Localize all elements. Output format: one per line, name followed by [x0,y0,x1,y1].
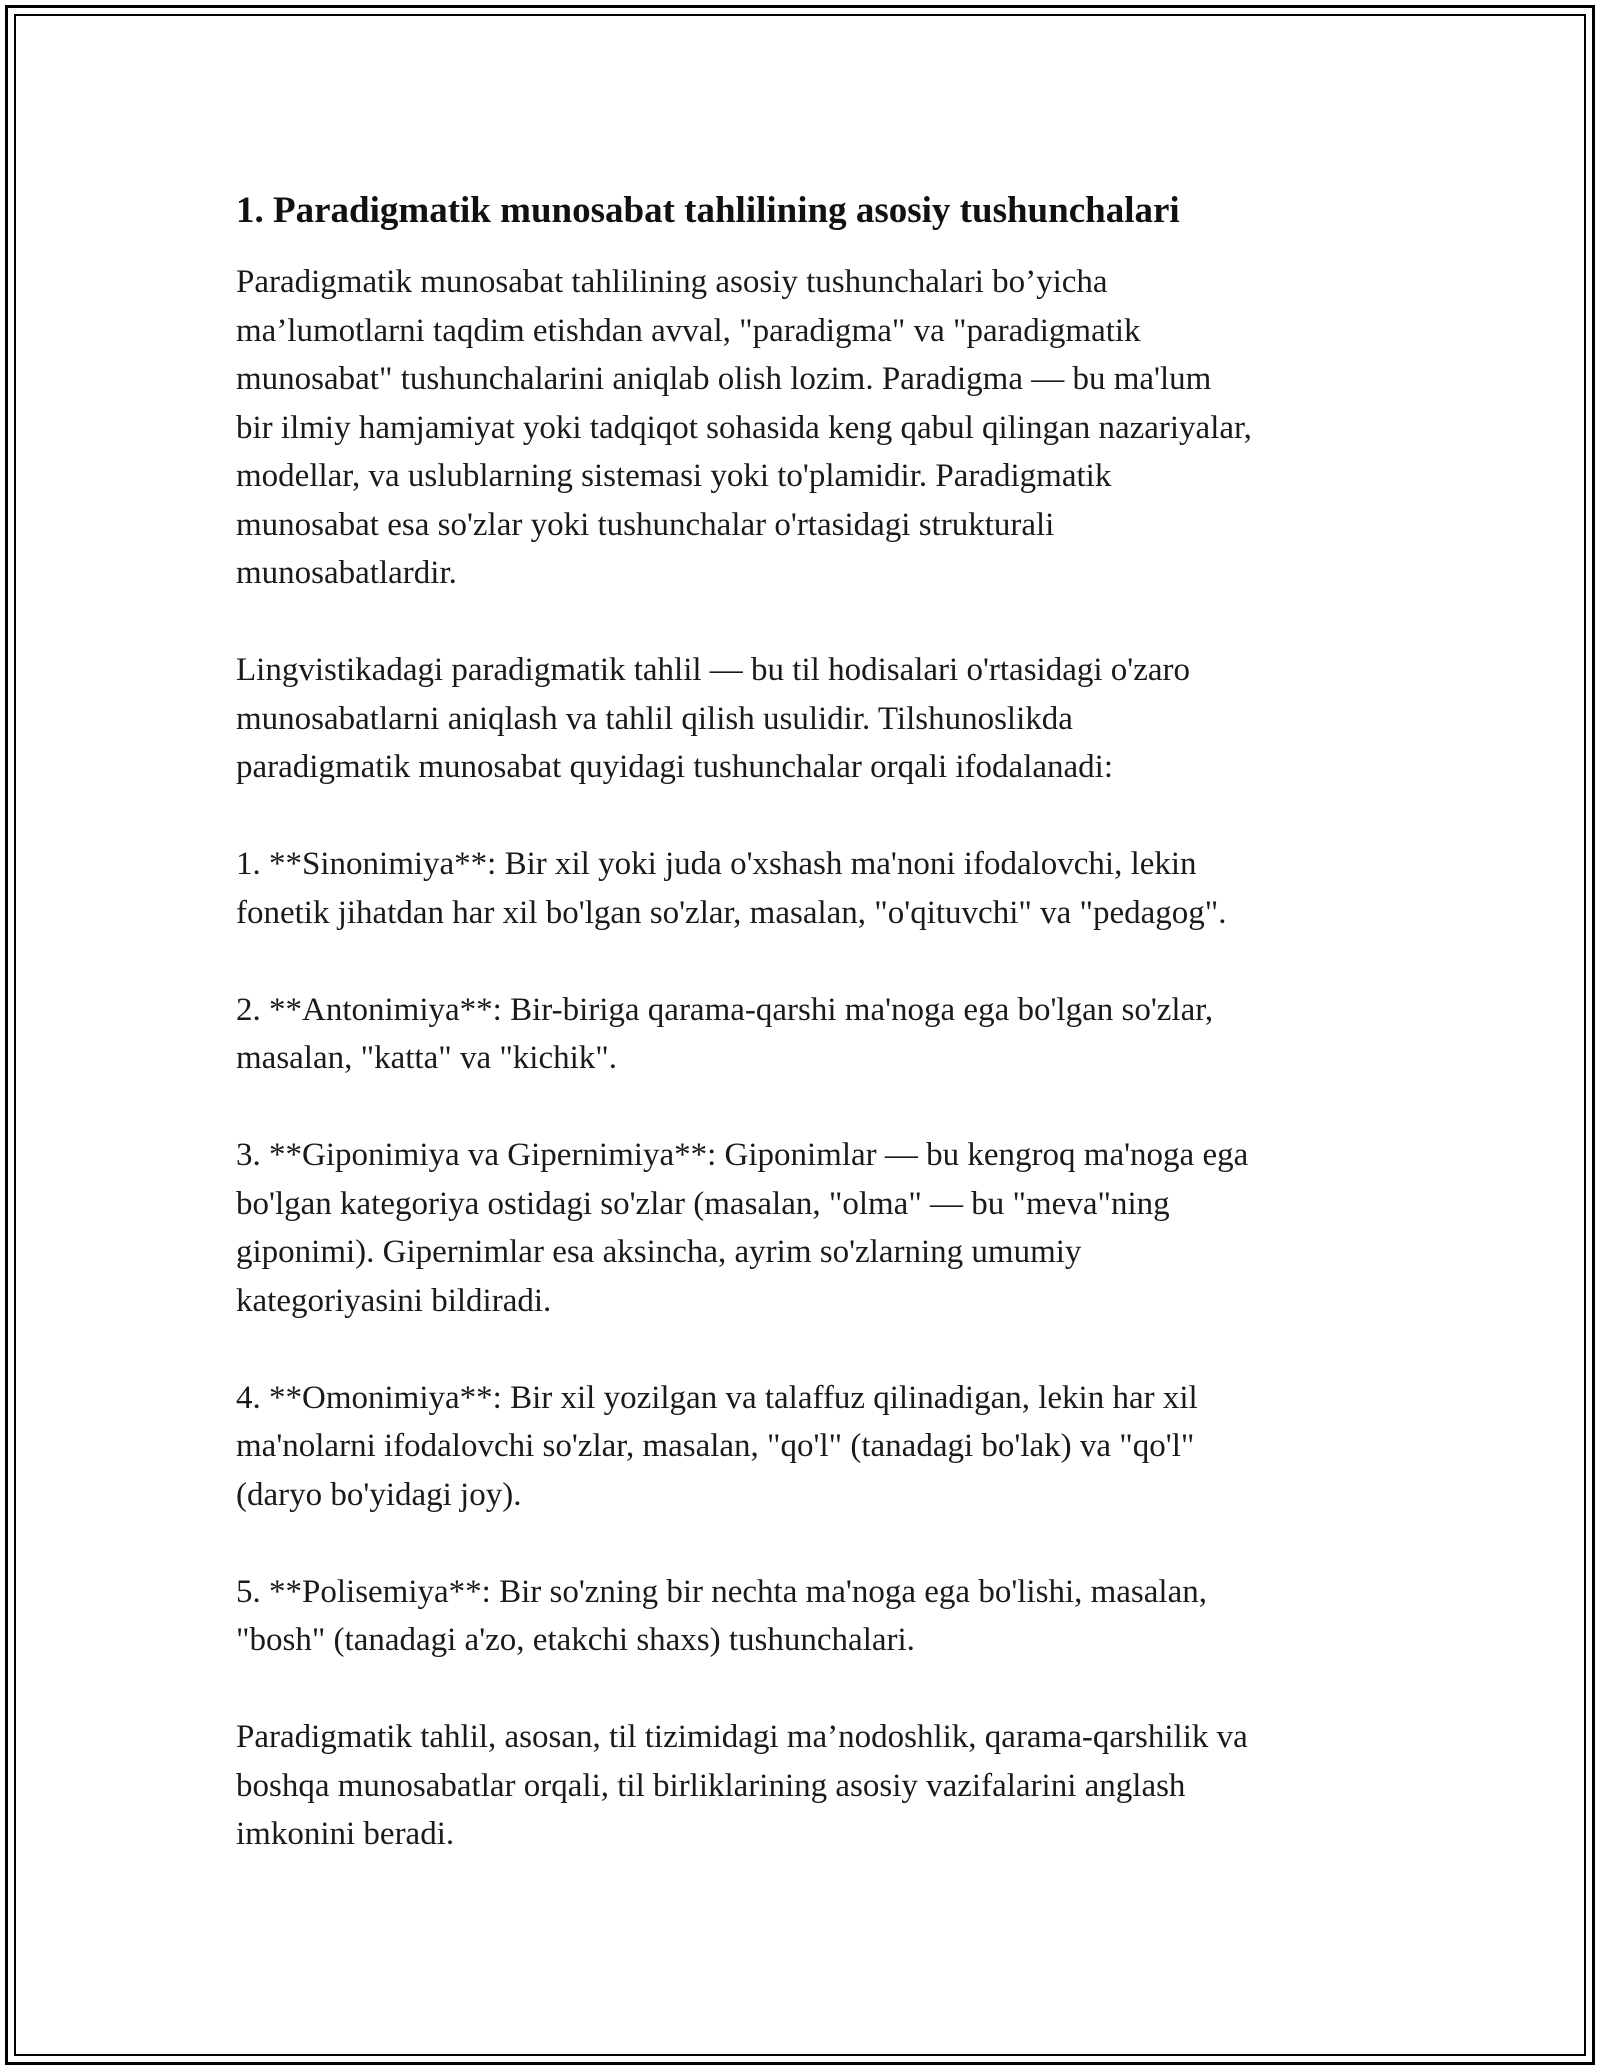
section-heading: 1. Paradigmatik munosabat tahlilining asosiy tushunchalari [236,190,1180,231]
paragraph-conclusion: Paradigmatik tahlil, asosan, til tizimidagi ma’nodoshlik, qarama-qarshilik va boshqa munosabatlar orqali, til birliklarining asosiy vazifalarini anglash imkonini beradi. [236,1719,1248,1852]
paragraph-intro: Paradigmatik munosabat tahlilining asosiy tushunchalari bo’yicha ma’lumotlarni taqdim etishdan avval, "paradigma" va "paradigmatik munosabat" tushunchalarini aniqlab olish lozim. Paradigma — bu ma'lum bir ilmiy hamjamiyat yoki tadqiqot sohasida keng qabul qilingan nazariyalar, modellar, va uslublarning sistemasi yoki to'plamidir. Paradigmatik munosabat esa so'zlar yoki tushunchalar o'rtasidagi strukturali munosabatlardir. [236,264,1252,591]
list-item-antonimiya: 2. **Antonimiya**: Bir-biriga qarama-qarshi ma'noga ega bo'lgan so'zlar, masalan, "katta" va "kichik". [236,991,1214,1076]
list-item-giponimiya: 3. **Giponimiya va Gipernimiya**: Giponimlar — bu kengroq ma'noga ega bo'lgan kategoriya ostidagi so'zlar (masalan, "olma" — bu "meva"ning giponimi). Gipernimlar esa aksincha, ayrim so'zlarning umumiy kategoriyasini bildiradi. [236,1137,1249,1319]
list-item-omonimiya: 4. **Omonimiya**: Bir xil yozilgan va talaffuz qilinadigan, lekin har xil ma'nolarni ifodalovchi so'zlar, masalan, "qo'l" (tanadagi bo'lak) va "qo'l" (daryo bo'yidagi joy). [236,1379,1198,1513]
list-item-polisemiya: 5. **Polisemiya**: Bir so'zning bir nechta ma'noga ega bo'lishi, masalan, "bosh" (tanadagi a'zo, etakchi shaxs) tushunchalari. [236,1573,1207,1658]
document-body [236,186,1376,1859]
list-item-sinonimiya: 1. **Sinonimiya**: Bir xil yoki juda o'xshash ma'noni ifodalovchi, lekin fonetik jihatdan har xil bo'lgan so'zlar, masalan, "o'qituvchi" va "pedagog". [236,846,1227,931]
paragraph-lingvistika: Lingvistikadagi paradigmatik tahlil — bu til hodisalari o'rtasidagi o'zaro munosabatlarni aniqlash va tahlil qilish usulidir. Tilshunoslikda paradigmatik munosabat quyidagi tushunchalar orqali ifodalanadi: [236,652,1191,785]
